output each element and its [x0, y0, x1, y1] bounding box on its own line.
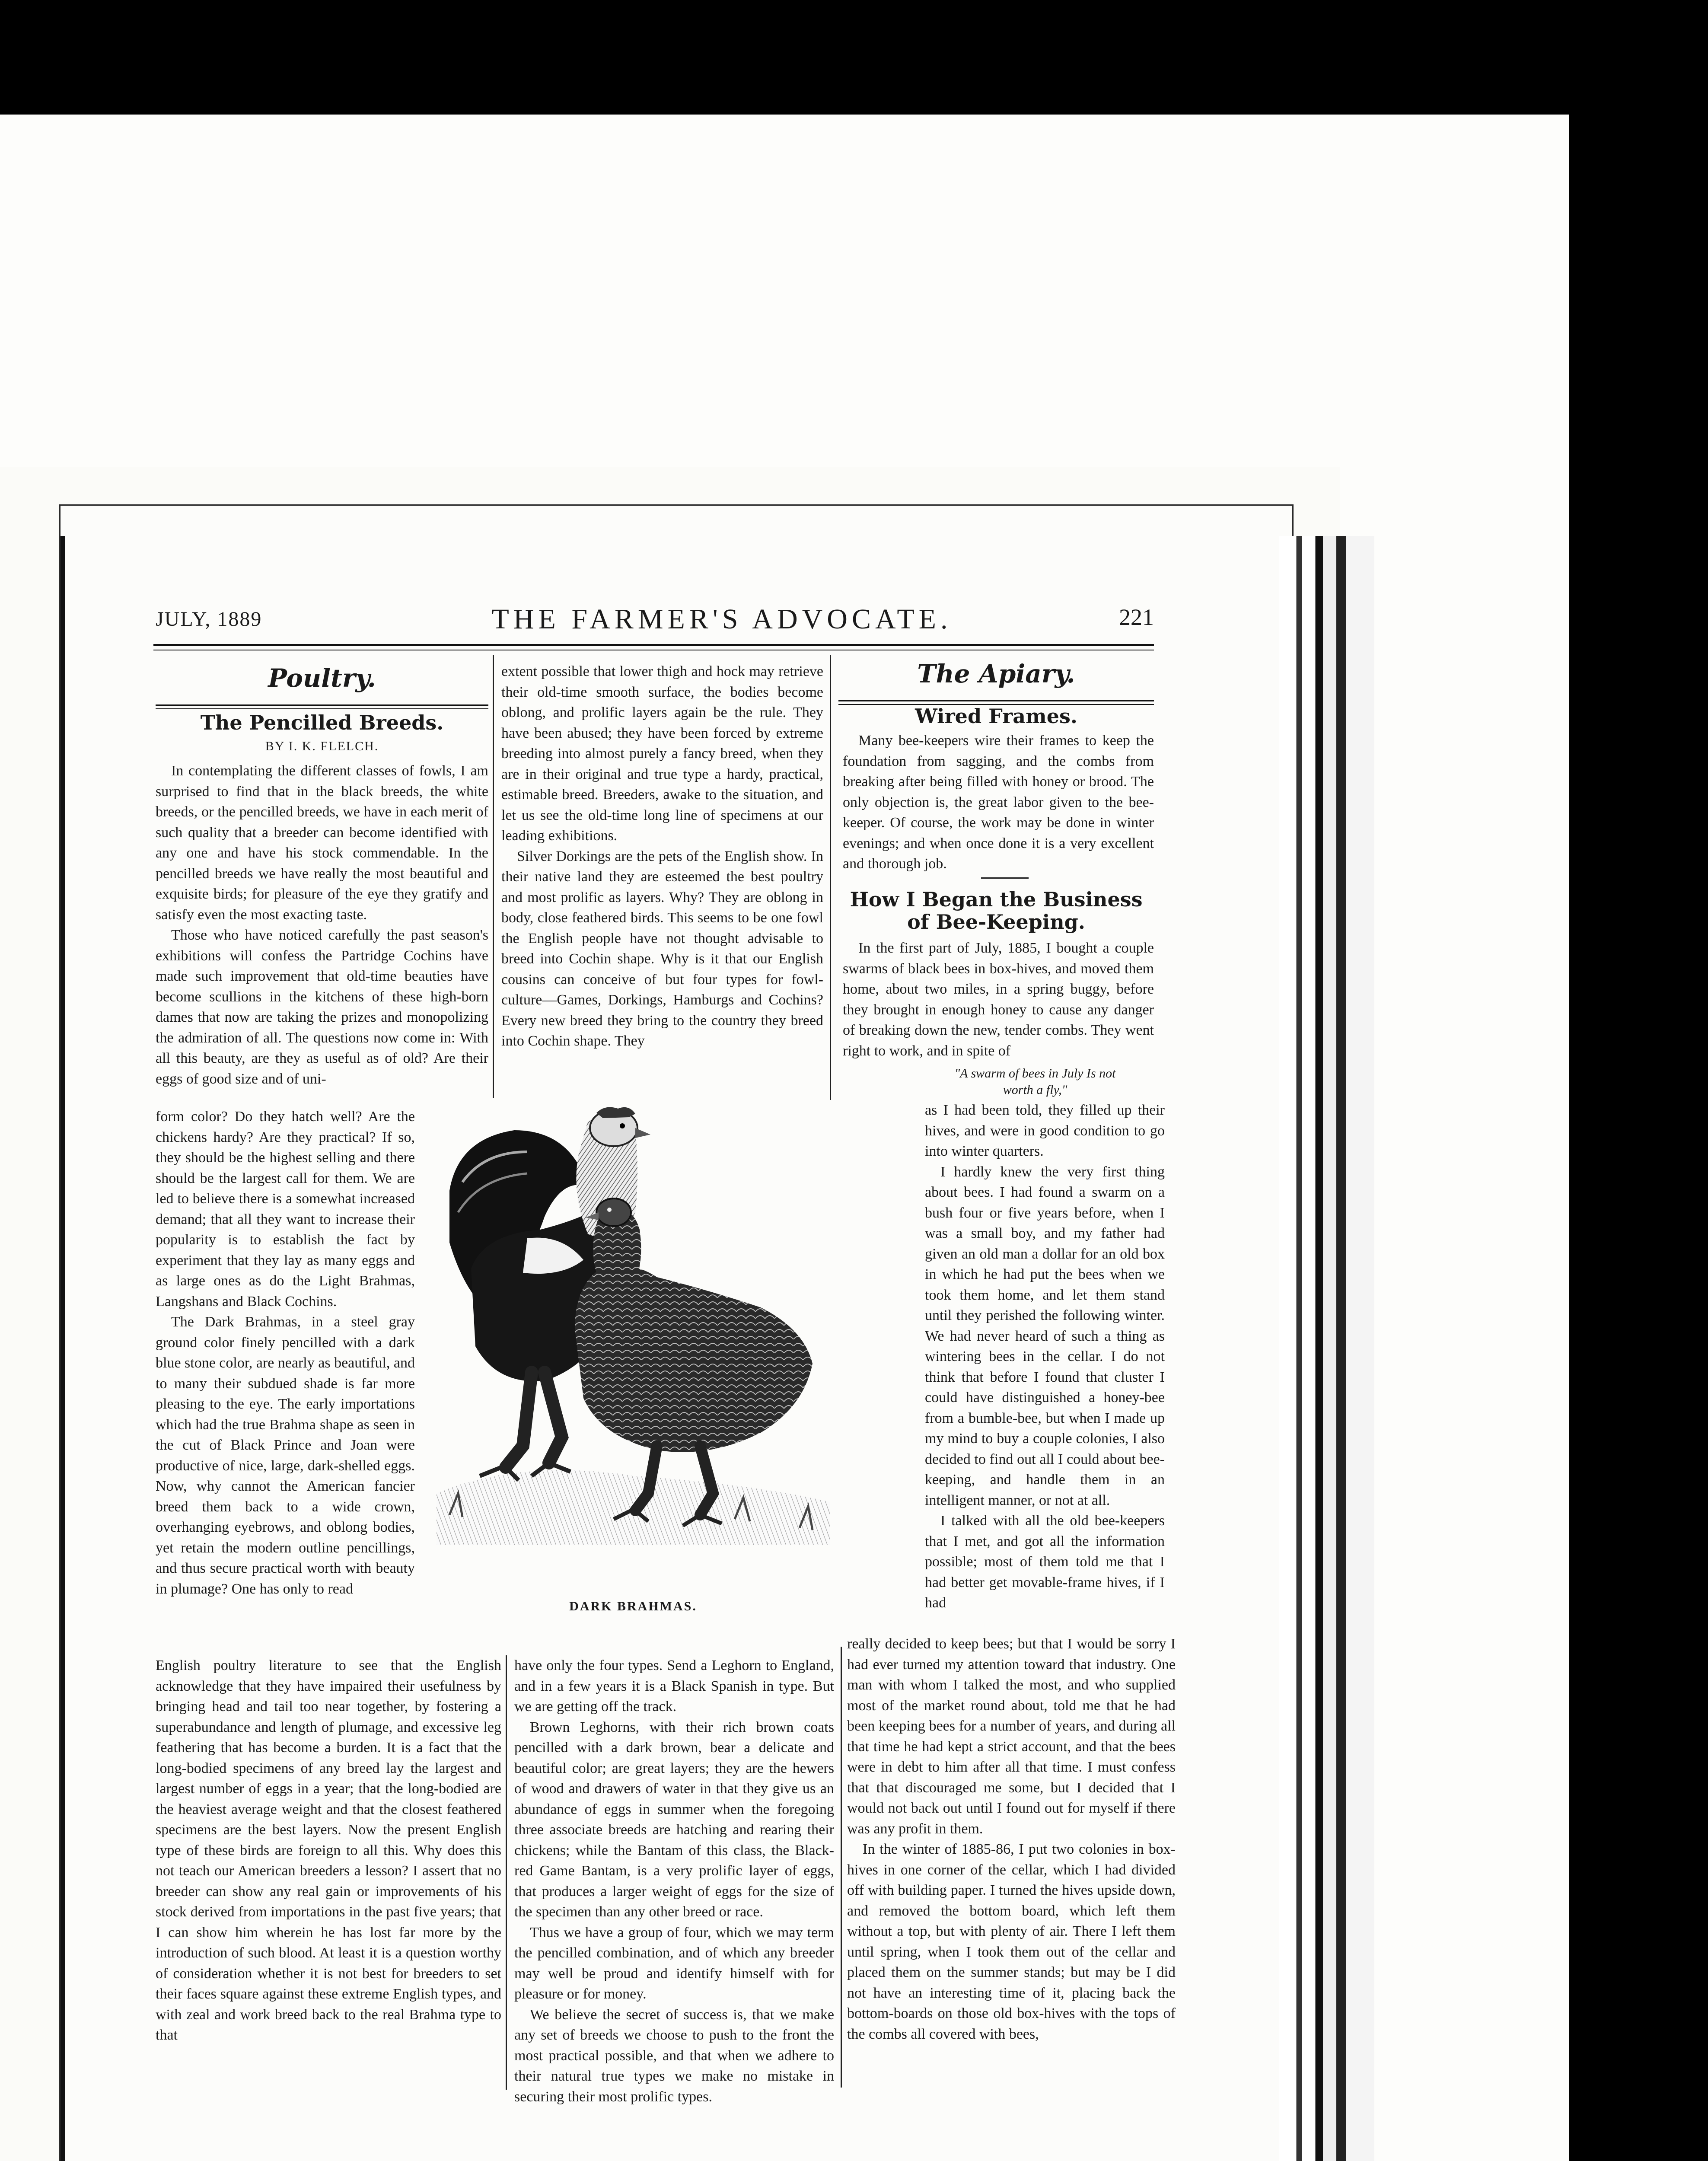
book-spine: [1279, 536, 1374, 2161]
article-byline: BY I. K. FLELCH.: [265, 739, 379, 753]
paragraph: Brown Leghorns, with their rich brown coats pencilled with a dark brown, bear a delicate and beautiful color; are great layers; they are the hewers of wood and drawers of water in that they give us an abundance of eggs in summer when the foregoing three associate breeds are hatching and rearing their chickens; while the Bantam of this class, the Black-red Game Bantam, is a very prolific layer of eggs, that produces a larger weight of eggs for the size of the specimen than any other breed or race.: [514, 1719, 834, 1920]
page-gutter: [61, 536, 65, 2161]
rooster-comb: [596, 1107, 635, 1118]
paragraph: Those who have noticed carefully the past season's exhibitions will confess the Partridge Cochins have made such improvement that old-time beauties have become scullions in the kitchens of these high-born dames that now are taking the prizes and monopolizing the admiration of all. The questions now come in: With all this beauty, are they as useful as of old? Are their eggs of good size and of uni-: [156, 927, 488, 1087]
paragraph: as I had been told, they filled up their hives, and were in good condition to go into winter quarters.: [925, 1102, 1165, 1159]
running-header: [156, 603, 1154, 633]
paragraph: Many bee-keepers wire their frames to keep the foundation from sagging, and the combs from breaking after being filled with honey or brood. The only objection is, the great labor given to the bee-keeper. Of course, the work may be done in winter evenings; and when once done it is a very excellent and thorough job.: [843, 733, 1154, 872]
proverb-quote: "A swarm of bees in July Is not worth a fly,": [954, 1066, 1116, 1097]
paragraph: In contemplating the different classes of fowls, I am surprised to find that in the black breeds, the white breeds, or the pencilled breeds, we have in each merit of such quality that a breeder can become identified with any one and have his stock commendable. In the pencilled breeds we have really the most beautiful and exquisite birds; for pleasure of the eye they gratify and satisfy even the most exacting taste.: [156, 763, 488, 923]
rooster-beak: [635, 1128, 650, 1138]
rooster-legs: [506, 1372, 562, 1467]
header-rule: [153, 644, 1154, 650]
poultry-column-1-bottom: [156, 1655, 501, 2046]
hen-head: [596, 1198, 631, 1226]
paragraph: I talked with all the old bee-keepers that I met, and got all the information possible; most of them told me that I had better get movable-frame hives, if I had: [925, 1513, 1165, 1611]
dark-brahmas-engraving: [432, 1104, 834, 1593]
paragraph: Thus we have a group of four, which we may term the pencilled combination, and of which any breeder may well be proud and identify himself with for pleasure or for money.: [514, 1924, 834, 2002]
wired-frames-headline: Wired Frames.: [915, 704, 1077, 728]
bee-keeping-headline: How I Began the Business of Bee-Keeping.: [850, 888, 1143, 934]
poultry-heading-rule: [156, 704, 488, 709]
bee-keeping-article-top: [843, 938, 1154, 1061]
poultry-column-1-top: [156, 761, 488, 1089]
pencilled-breeds-headline: The Pencilled Breeds.: [200, 711, 444, 734]
issue-date: JULY, 1889: [156, 608, 262, 631]
paragraph: The Dark Brahmas, in a steel gray ground color finely pencilled with a dark blue stone color, are nearly as beautiful, and to many their subdued shade is far more pleasing to the eye. The early importations which had the true Brahma shape as seen in the cut of Black Prince and Joan were productive of nice, large, dark-shelled eggs. Now, why cannot the American fancier breed them back to a wide crown, overhanging eyebrows, and oblong bodies, yet retain the modern outline pencillings, and thus secure practical worth with beauty in plumage? One has only to read: [156, 1314, 415, 1597]
poultry-column-2-top: [501, 661, 823, 1052]
column-rule-4: [841, 1647, 842, 2088]
poultry-column-1-narrow: [156, 1106, 415, 1599]
hen-body: [575, 1265, 813, 1452]
column-rule-1: [493, 655, 494, 1098]
poultry-department-heading: Poultry.: [268, 663, 376, 693]
article-separator: [981, 877, 1029, 879]
paragraph: In the first part of July, 1885, I bought a couple swarms of black bees in box-hives, and moved them home, about two miles, in a spring buggy, before they brought in enough honey to cause any danger of breaking down the new, tender combs. They went right to work, and in spite of: [843, 940, 1154, 1059]
bee-keeping-article-narrow: [925, 1100, 1165, 1613]
masthead-title: THE FARMER'S ADVOCATE.: [491, 603, 952, 635]
paragraph: Silver Dorkings are the pets of the English show. In their native land they are esteemed the best poultry and most prolific as layers. Why? They are oblong in body, close feathered birds. This seems to be one fowl the English people have not thought advisable to breed into Cochin shape. Why is it that our English cousins can conceive of but four types for fowl-culture—Games, Dorkings, Hamburgs and Cochins? Every new breed they bring to the country they breed into Cochin shape. They: [501, 848, 823, 1049]
paragraph: really decided to keep bees; but that I would be sorry I had ever turned my attention toward that industry. One man with whom I talked the most, and who supplied most of the market round about, told me that he had been keeping bees for a number of years, and during all that time he had kept a strict account, and that the bees were in debt to him after all that time. I must confess that that discouraged me some, but I decided that I would not back out until I found out for myself if there was any profit in them.: [847, 1636, 1176, 1837]
poultry-column-2-bottom: [514, 1655, 834, 2107]
page-number: 221: [1119, 604, 1154, 630]
figure-caption: DARK BRAHMAS.: [569, 1599, 697, 1613]
paragraph: In the winter of 1885-86, I put two colonies in box-hives in one corner of the cellar, which I had divided off with building paper. I turned the hives upside down, and removed the bottom board, which left them without a top, but with plenty of air. There I left them until spring, when I took them out of the cellar and placed them on the summer stands; but may be I did not have an interesting time of it, placing back the bottom-boards on those old box-hives with the tops of the combs all covered with bees,: [847, 1841, 1176, 2042]
column-rule-2: [830, 655, 831, 1100]
paragraph: form color? Do they hatch well? Are the chickens hardy? Are they practical? If so, they should be the highest selling and there should be the largest call for them. We are led to believe there is a somewhat increased demand; that all they want to increase their popularity is to establish the fact by experiment that they lay as many eggs and as large ones as do the Light Brahmas, Langshans and Black Cochins.: [156, 1109, 415, 1310]
bee-keeping-article-bottom: [847, 1634, 1176, 2044]
paragraph: have only the four types. Send a Leghorn to England, and in a few years it is a Black Spanish in type. But we are getting off the track.: [514, 1657, 834, 1715]
paragraph: extent possible that lower thigh and hock may retrieve their old-time smooth surface, the bodies become oblong, and prolific layers again be the rule. They have been abused; they have been forced by extreme breeding into almost purely a fancy breed, when they are in their original and true type a hardy, practical, estimable breed. Breeders, awake to the situation, and let us see the old-time long line of specimens at our leading exhibitions.: [501, 663, 823, 844]
apiary-department-heading: The Apiary.: [917, 659, 1075, 688]
wired-frames-article: [843, 730, 1154, 874]
paragraph: I hardly knew the very first thing about bees. I had found a swarm on a bush four or five years before, when I was a small boy, and my father had given an old man a dollar for an old box in which he had put the bees when we took them home, and let them stand until they perished the following winter. We had never heard of such a thing as wintering bees in the cellar. I do not think that before I found that cluster I could have distinguished a honey-bee from a bumble-bee, but when I made up my mind to buy a couple colonies, I also decided to find out all I could about bee-keeping, and handle them in an intelligent manner, or not at all.: [925, 1163, 1165, 1508]
column-rule-3: [506, 1655, 507, 2090]
paragraph: English poultry literature to see that the English acknowledge that they have impaired their usefulness by bringing head and tail too near together, by fostering a superabundance and length of plumage, and excessive leg feathering that has become a burden. It is a fact that the long-bodied specimens of any breed lay the largest and largest number of eggs in a year; that the long-bodied are the heaviest average weight and that the closest feathered specimens are the best layers. Now the present English type of these birds are foreign to all this. Why does this not teach our American breeders a lesson? I assert that no breeder can show any real gain or improvements of his stock derived from importations in the past five years; that I can show him wherein he has lost far more by the introduction of such blood. At least it is a question worthy of consideration whether it is not best for breeders to set their faces square against these extreme English types, and with zeal and work breed back to the real Brahma type to that: [156, 1657, 501, 2043]
paragraph: We believe the secret of success is, that we make any set of breeds we choose to push to the front the most practical possible, and that when we adhere to their natural true types we make no mistake in securing their most prolific types.: [514, 2006, 834, 2105]
